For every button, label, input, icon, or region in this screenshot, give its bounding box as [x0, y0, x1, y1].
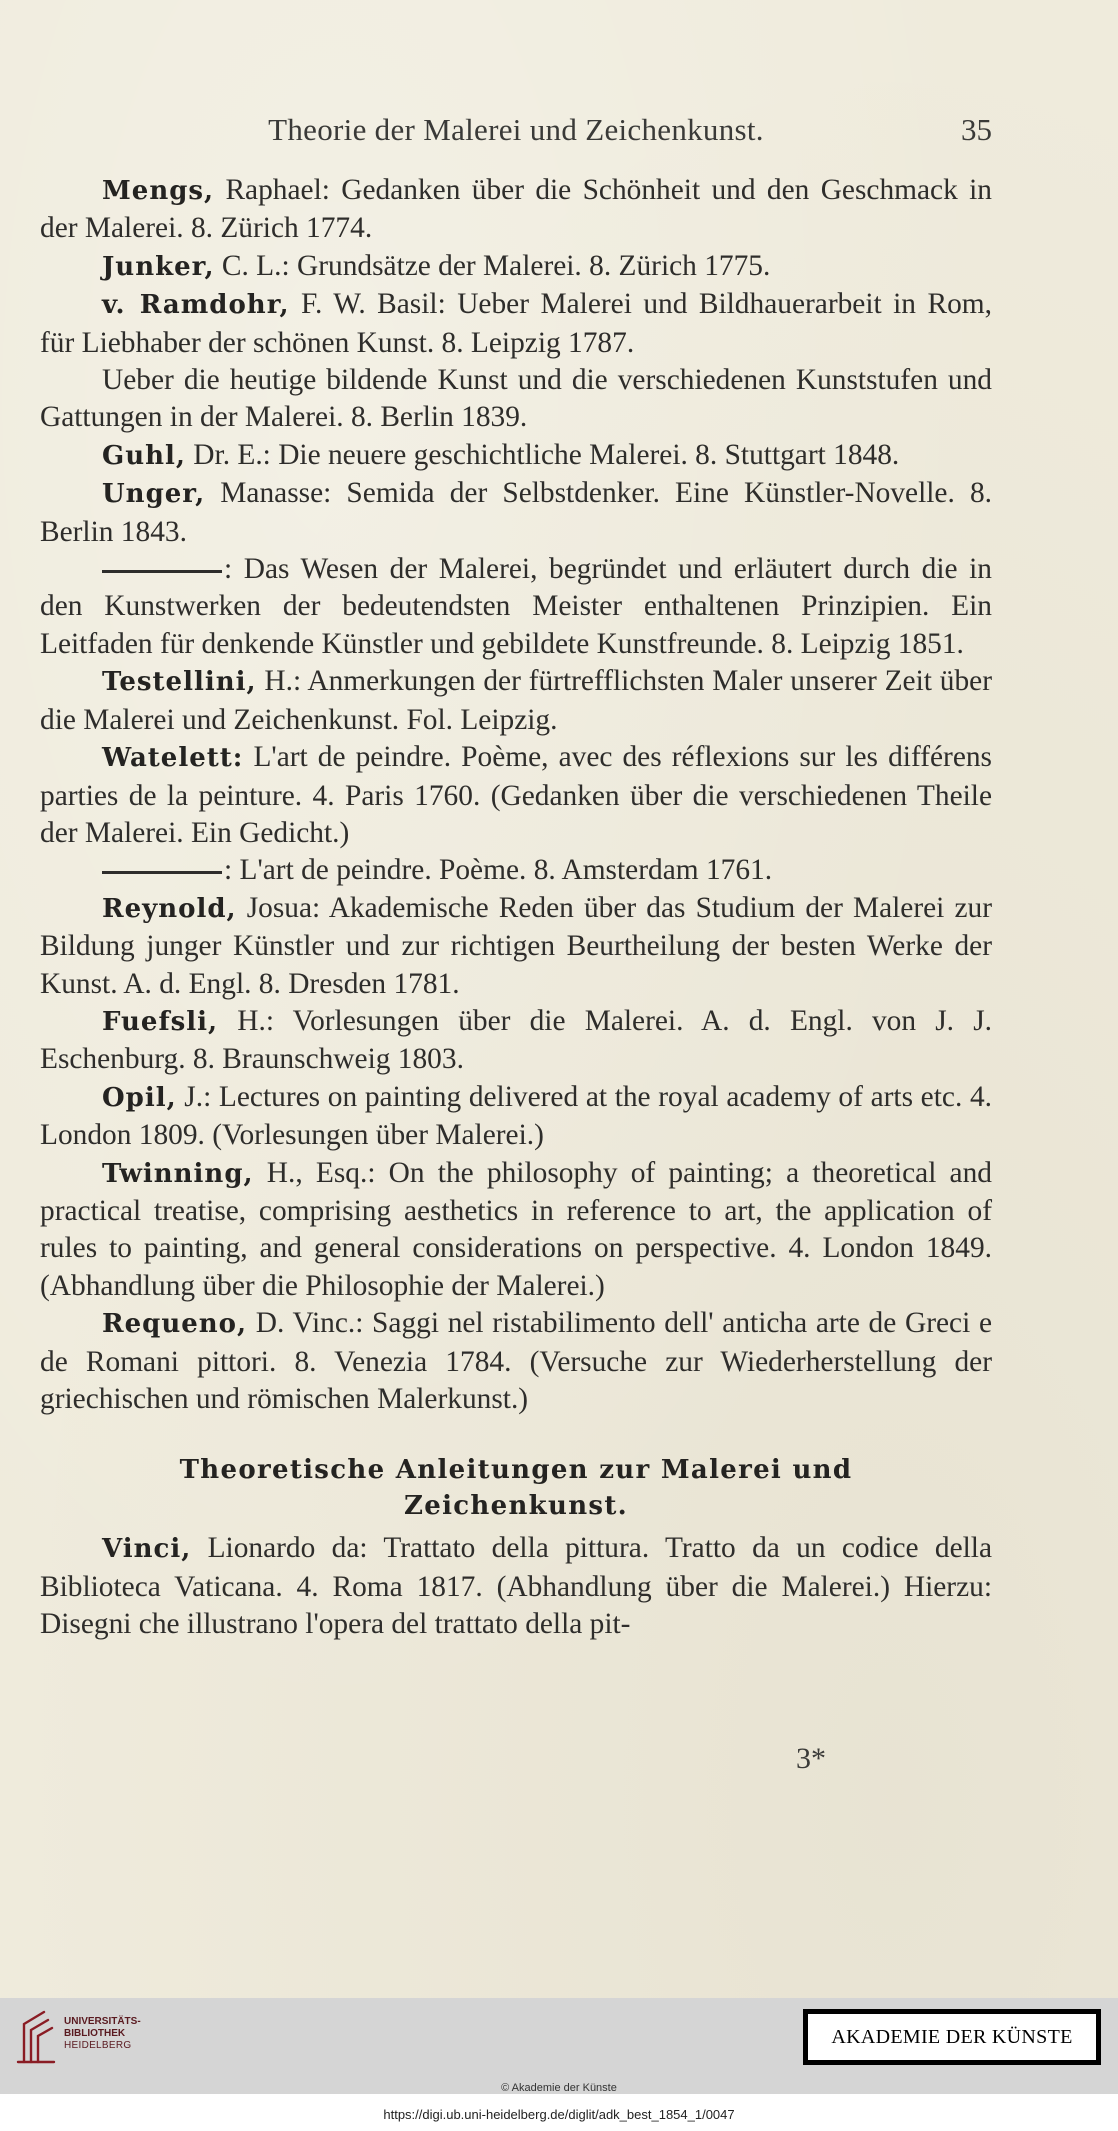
author-name: Vinci,: [102, 1534, 192, 1565]
author-name: Twinning,: [102, 1158, 254, 1189]
author-name: Mengs,: [102, 176, 215, 206]
bibliography-entry: [40, 1305, 992, 1418]
author-name: Fuefsli,: [102, 1006, 219, 1037]
uni-name-line: BIBLIOTHEK: [64, 2028, 126, 2039]
entry-text: F. W. Basil: Ueber Malerei und Bildhauerarbeit in Rom, für Liebhaber der schönen Kunst. 8. Leipzig 1787.: [40, 288, 992, 359]
entry-text: Manasse: Semida der Selbstdenker. Eine Künstler-Novelle. 8. Berlin 1843.: [40, 477, 992, 548]
entry-text: H.: Vorlesungen über die Malerei. A. d. Engl. von J. J. Eschenburg. 8. Braunschweig 1803.: [40, 1004, 992, 1076]
bibliography-entry: [40, 663, 992, 739]
footer-band: [0, 1998, 1118, 2094]
entry-text: Ueber die heutige bildende Kunst und die verschiedenen Kunststufen und Gattungen in der Malerei. 8. Berlin 1839.: [40, 364, 992, 434]
bibliography-entry: [40, 248, 992, 286]
bibliography-entry: [40, 437, 992, 475]
akademie-badge-label: AKADEMIE DER KÜNSTE: [808, 2014, 1096, 2060]
entry-text: C. L.: Grundsätze der Malerei. 8. Zürich 1775.: [214, 249, 771, 282]
bibliography-entry: [40, 1003, 992, 1079]
akademie-badge[interactable]: [803, 2009, 1101, 2065]
author-name: v. Ramdohr,: [102, 290, 290, 321]
page-number: 35: [961, 112, 992, 147]
author-name: Opil,: [102, 1082, 177, 1113]
copyright-notice: © Akademie der Künste: [501, 2082, 617, 2094]
entry-text: D. Vinc.: Saggi nel ristabilimento dell' anticha arte de Greci e de Romani pittori. 8. Venezia 1784. (Versuche zur Wiederherstellung der griechischen und römischen Malerkunst.): [40, 1307, 992, 1415]
signature-mark: 3*: [796, 1742, 826, 1775]
entry-text: : L'art de peindre. Poème. 8. Amsterdam 1761.: [224, 854, 773, 887]
bibliography-entry: [40, 172, 992, 248]
author-name: Testellini,: [102, 667, 257, 698]
text-body: [40, 172, 992, 1644]
entry-text: Josua: Akademische Reden über das Studium der Malerei zur Bildung junger Künstler und zur richtigen Beurtheilung der besten Werke der Kunst. A. d. Engl. 8. Dresden 1781.: [40, 891, 992, 1000]
ditto-dash: [102, 570, 222, 573]
bibliography-entry: [40, 1530, 992, 1643]
bibliography-entry: [40, 852, 992, 889]
bibliography-entry: [40, 551, 992, 663]
author-name: Unger,: [102, 479, 206, 510]
section-heading-line: Zeichenkunst.: [404, 1491, 628, 1522]
university-library-name: [64, 2016, 141, 2052]
running-title: Theorie der Malerei und Zeichenkunst.: [268, 112, 764, 147]
entry-text: J.: Lectures on painting delivered at the royal academy of arts etc. 4. London 1809. (Vorlesungen über Malerei.): [40, 1080, 992, 1152]
author-name: Requeno,: [102, 1309, 248, 1340]
entry-text: Raphael: Gedanken über die Schönheit und den Geschmack in der Malerei. 8. Zürich 1774.: [40, 174, 992, 245]
university-library-logo[interactable]: [14, 2006, 58, 2066]
section-heading: [40, 1452, 992, 1524]
uni-name-line: HEIDELBERG: [64, 2040, 132, 2051]
bibliography-entry: [40, 890, 992, 1003]
author-name: Watelett:: [102, 743, 244, 774]
bibliography-entry: [40, 1155, 992, 1306]
author-name: Reynold,: [102, 893, 237, 924]
bibliography-entry: [40, 1079, 992, 1155]
uni-name-line: UNIVERSITÄTS-: [64, 2016, 141, 2027]
bibliography-entry: [40, 286, 992, 362]
running-head: [40, 112, 992, 152]
entry-text: H.: Anmerkungen der fürtrefflichsten Maler unserer Zeit über die Malerei und Zeichenkunst. Fol. Leipzig.: [40, 665, 992, 736]
entry-text: H., Esq.: On the philosophy of painting; a theoretical and practical treatise, comprising aesthetics in reference to art, the application of rules to painting, and general considerations on perspective. 4. London 1849. (Abhandlung über die Philosophie der Malerei.): [40, 1156, 992, 1302]
source-url-link[interactable]: https://digi.ub.uni-heidelberg.de/diglit/adk_best_1854_1/0047: [383, 2107, 735, 2122]
section-heading-line: Theoretische Anleitungen zur Malerei und: [179, 1455, 853, 1486]
entry-text: : Das Wesen der Malerei, begründet und erläutert durch die in den Kunstwerken der bedeutendsten Meister enthaltenen Prinzipien. Ein Leitfaden für denkende Künstler und gebildete Kunstfreunde. 8. Leipzig 1851.: [40, 553, 992, 660]
entry-text: Lionardo da: Trattato della pittura. Tratto da un codice della Biblioteca Vaticana. 4. Roma 1817. (Abhandlung über die Malerei.) Hierzu: Disegni che illustrano l'opera del trattato della pit-: [40, 1532, 992, 1641]
bibliography-entry: [40, 739, 992, 852]
author-name: Junker,: [102, 251, 215, 282]
entry-text: L'art de peindre. Poème, avec des réflexions sur les différens parties de la peinture. 4. Paris 1760. (Gedanken über die verschiedenen Theile der Malerei. Ein Gedicht.): [40, 741, 992, 849]
bibliography-entry: [40, 362, 992, 437]
author-name: Guhl,: [102, 440, 186, 471]
ditto-dash: [102, 871, 222, 874]
entry-text: Dr. E.: Die neuere geschichtliche Malerei. 8. Stuttgart 1848.: [185, 438, 900, 471]
bibliography-entry: [40, 475, 992, 551]
